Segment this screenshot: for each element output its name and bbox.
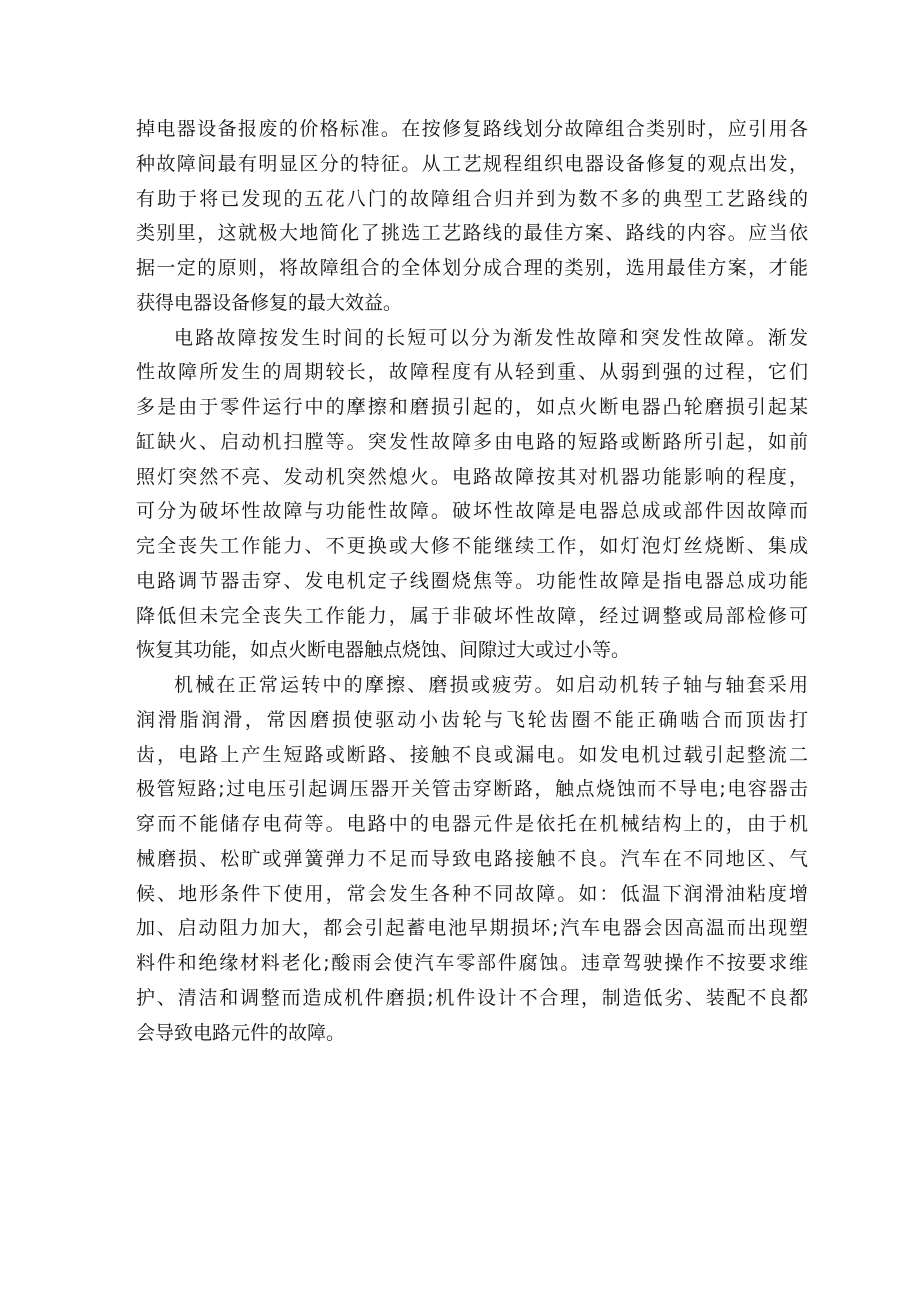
text-line: 电路故障按发生时间的长短可以分为渐发性故障和突发性故障。渐发 [174, 326, 808, 349]
text-line: 料件和绝缘材料老化;酸雨会使汽车零部件腐蚀。违章驾驶操作不按要求维 [136, 952, 808, 974]
text-line: 有助于将已发现的五花八门的故障组合归并到为数不多的典型工艺路线的 [136, 187, 808, 210]
text-line: 齿，电路上产生短路或断路、接触不良或漏电。如发电机过载引起整流二 [136, 743, 808, 766]
text-line: 候、地形条件下使用，常会发生各种不同故障。如：低温下润滑油粘度增 [136, 882, 808, 905]
text-line: 类别里，这就极大地简化了挑选工艺路线的最佳方案、路线的内容。应当依 [136, 222, 808, 245]
text-line: 恢复其功能，如点火断电器触点烧蚀、间隙过大或过小等。 [136, 639, 631, 662]
text-line: 会导致电路元件的故障。 [136, 1021, 346, 1044]
text-line: 加、启动阻力加大，都会引起蓄电池早期损坏;汽车电器会因高温而出现塑 [136, 917, 808, 940]
text-line: 多是由于零件运行中的摩擦和磨损引起的，如点火断电器凸轮磨损引起某 [136, 396, 808, 418]
text-line: 护、清洁和调整而造成机件磨损;机件设计不合理，制造低劣、装配不良都 [136, 986, 808, 1009]
text-line: 械磨损、松旷或弹簧弹力不足而导致电路接触不良。汽车在不同地区、气 [136, 847, 808, 870]
paragraph [136, 112, 808, 321]
text-line: 降低但未完全丧失工作能力，属于非破坏性故障，经过调整或局部检修可 [136, 604, 808, 627]
document-body [136, 112, 808, 1050]
text-line: 穿而不能储存电荷等。电路中的电器元件是依托在机械结构上的，由于机 [136, 813, 808, 835]
text-line: 照灯突然不亮、发动机突然熄火。电路故障按其对机器功能影响的程度， [136, 465, 808, 488]
text-line: 润滑脂润滑，常因磨损使驱动小齿轮与飞轮齿圈不能正确啮合而顶齿打 [136, 708, 808, 731]
text-line: 极管短路;过电压引起调压器开关管击穿断路，触点烧蚀而不导电;电容器击 [136, 778, 808, 801]
text-line: 可分为破坏性故障与功能性故障。破坏性故障是电器总成或部件因故障而 [136, 500, 808, 523]
text-line: 种故障间最有明显区分的特征。从工艺规程组织电器设备修复的观点出发， [136, 152, 808, 175]
text-line: 缸缺火、启动机扫膛等。突发性故障多由电路的短路或断路所引起，如前 [136, 430, 808, 453]
text-line: 机械在正常运转中的摩擦、磨损或疲劳。如启动机转子轴与轴套采用 [174, 674, 808, 696]
paragraph [136, 668, 808, 1050]
text-line: 获得电器设备修复的最大效益。 [136, 291, 403, 314]
text-line: 性故障所发生的周期较长，故障程度有从轻到重、从弱到强的过程，它们 [136, 361, 808, 384]
text-line: 完全丧失工作能力、不更换或大修不能继续工作，如灯泡灯丝烧断、集成 [136, 535, 808, 557]
paragraph [136, 321, 808, 669]
text-line: 电路调节器击穿、发电机定子线圈烧焦等。功能性故障是指电器总成功能 [136, 569, 808, 592]
text-line: 掉电器设备报废的价格标准。在按修复路线划分故障组合类别时，应引用各 [136, 118, 808, 140]
text-line: 据一定的原则，将故障组合的全体划分成合理的类别，选用最佳方案，才能 [136, 257, 808, 279]
